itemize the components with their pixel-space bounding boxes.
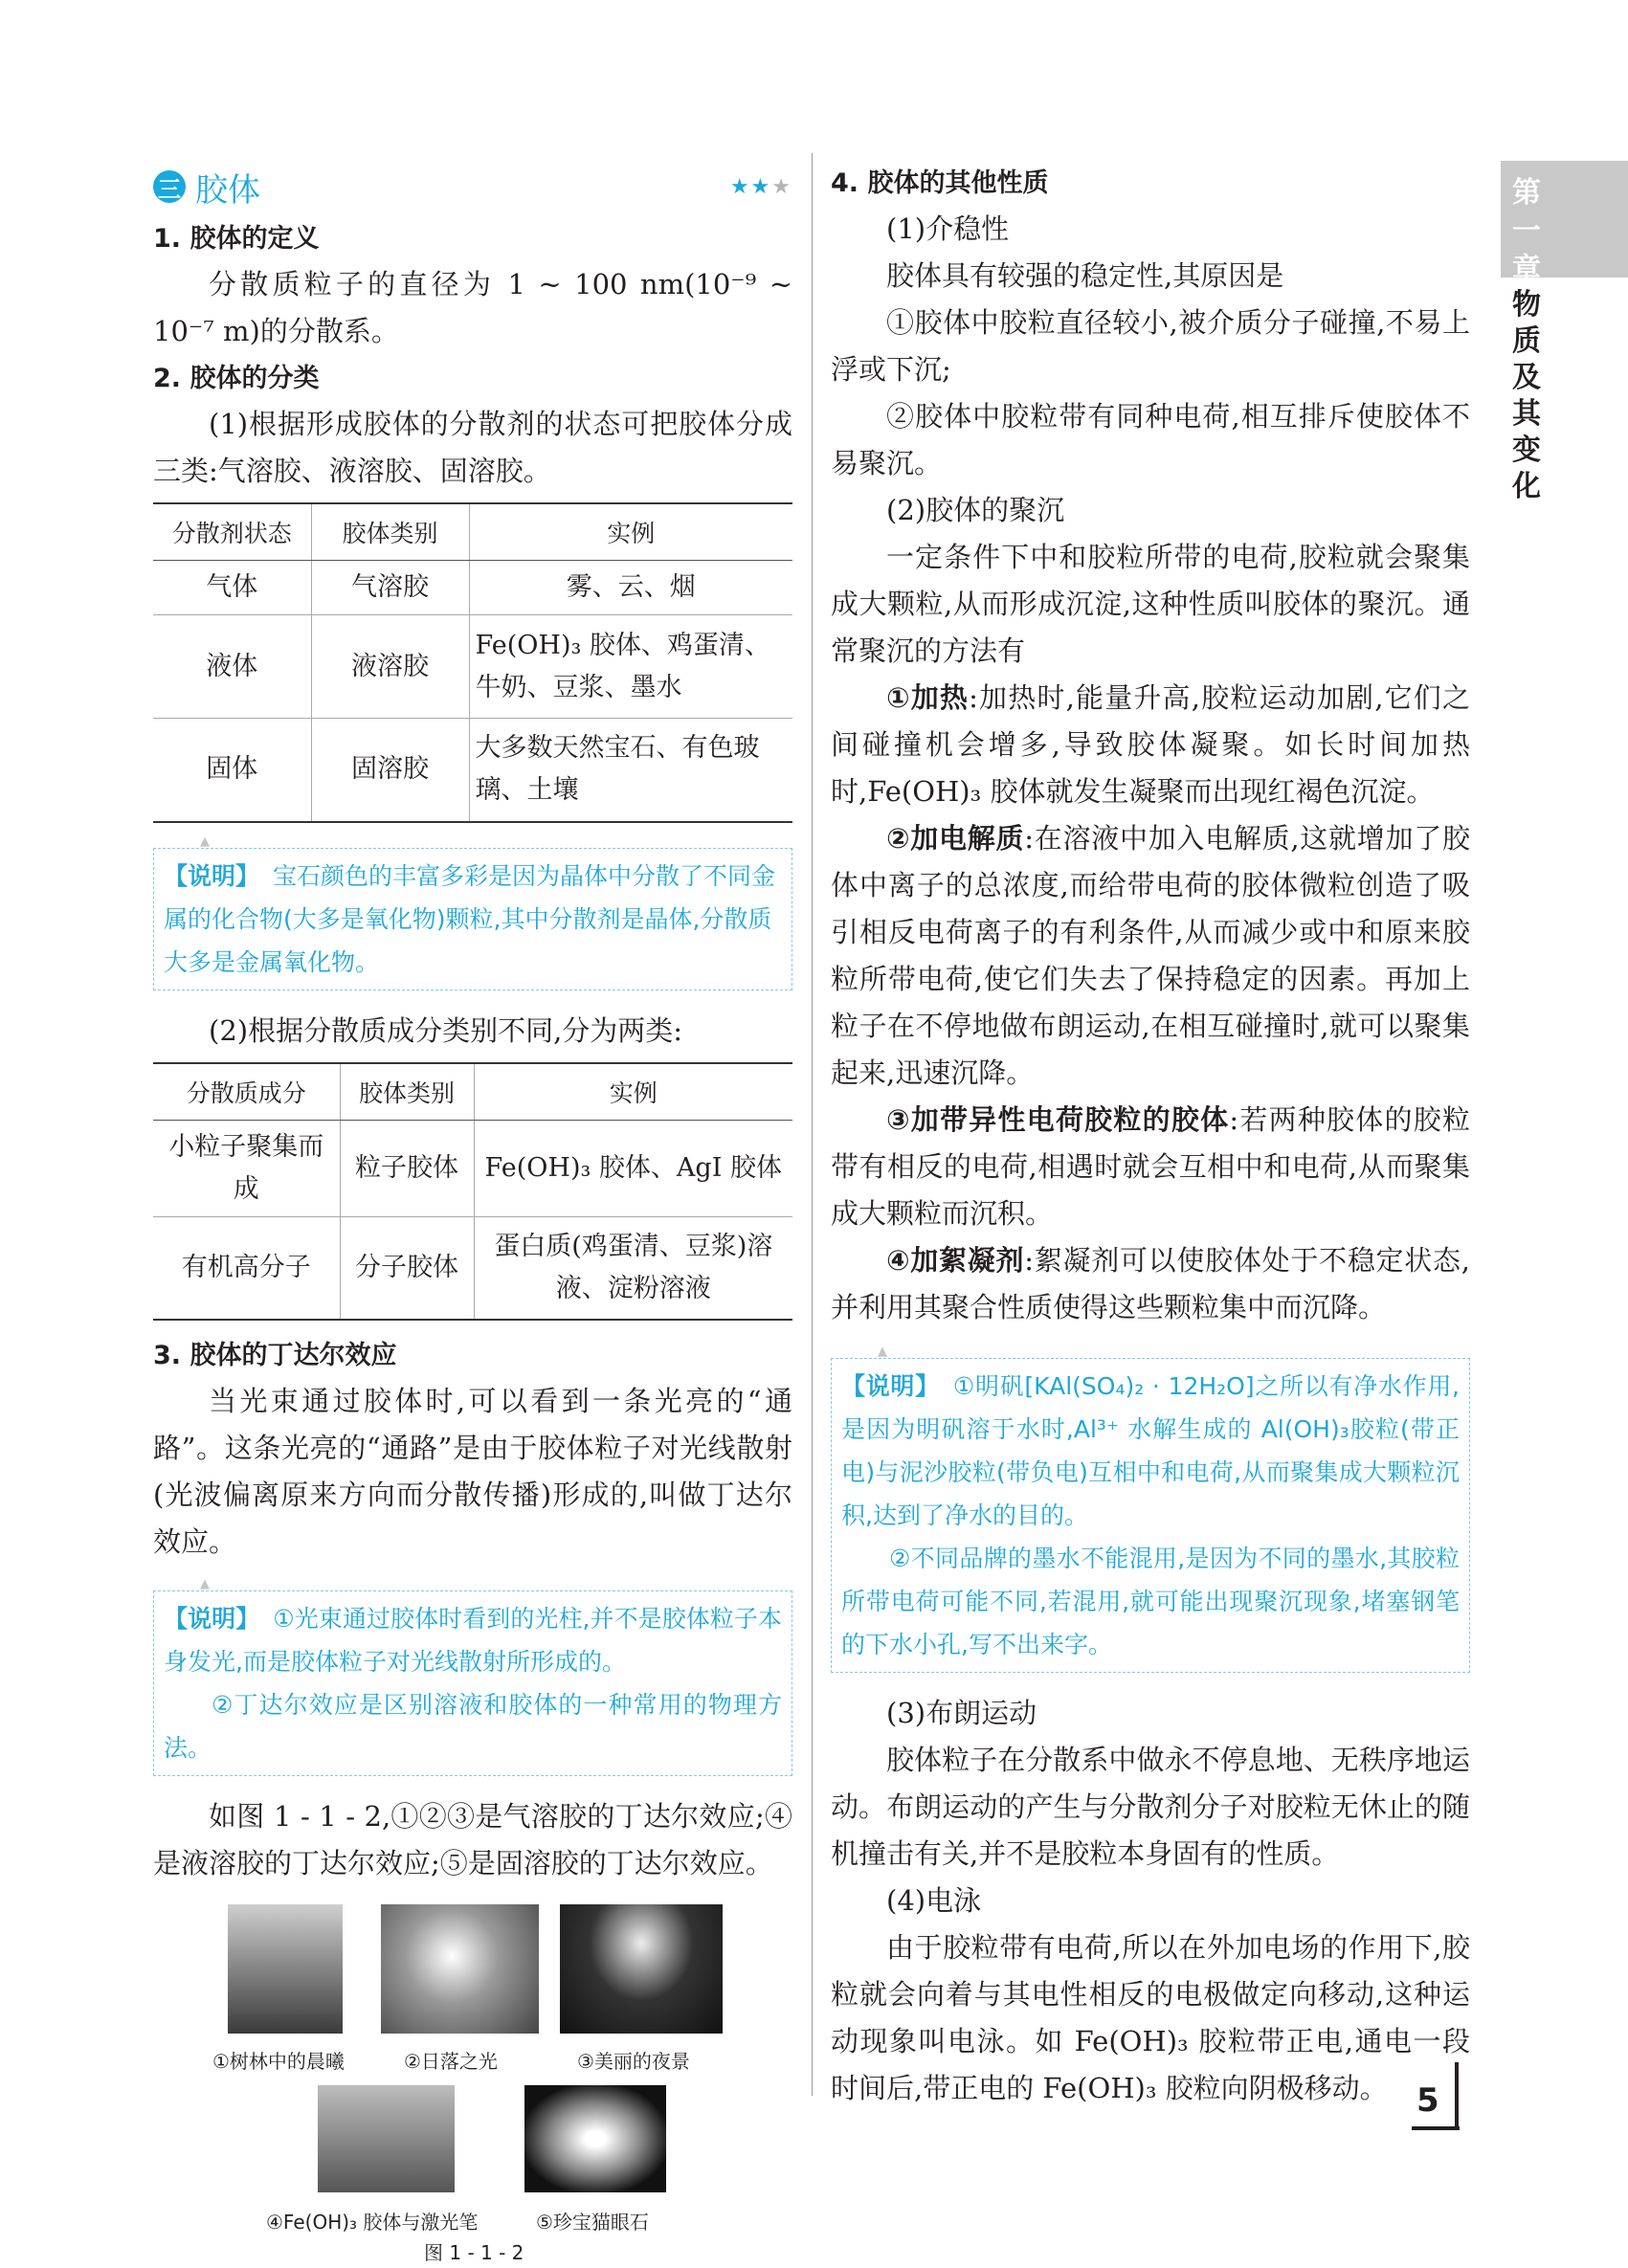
- table-cell: 液溶胶: [311, 615, 469, 719]
- method-label: ③加带异性电荷胶粒的胶体: [886, 1103, 1230, 1136]
- table-header: 胶体类别: [340, 1063, 474, 1121]
- photo-caption: ①树林中的晨曦: [212, 2050, 345, 2073]
- heading-tyndall: 3. 胶体的丁达尔效应: [153, 1341, 397, 1370]
- left-column: [153, 158, 792, 2264]
- photo-laser: [318, 2085, 455, 2192]
- subheading: (1)介稳性: [886, 212, 1010, 245]
- table-row: [153, 615, 792, 719]
- heading-classification: 2. 胶体的分类: [153, 364, 320, 393]
- table-header: 实例: [469, 503, 792, 561]
- photo-caption: ④Fe(OH)₃ 胶体与激光笔: [266, 2211, 479, 2234]
- note-box: [153, 1577, 792, 1776]
- figure: [153, 1897, 792, 2264]
- triangle-icon: ▲: [200, 834, 210, 849]
- paragraph: 一定条件下中和胶粒所带的电荷,胶粒就会聚集成大颗粒,从而形成沉淀,这种性质叫胶体的聚沉。通常聚沉的方法有: [831, 541, 1470, 667]
- table-row: [153, 719, 792, 822]
- paragraph: [831, 1097, 1470, 1237]
- note-text: ②丁达尔效应是区别溶液和胶体的一种常用的物理方法。: [164, 1691, 782, 1762]
- note-label: 【说明】: [164, 1605, 260, 1633]
- photo-cats-eye: [524, 2085, 666, 2192]
- section-header: [153, 158, 792, 215]
- photo-caption: ②日落之光: [404, 2050, 498, 2073]
- note-text: ①明矾[KAl(SO₄)₂ · 12H₂O]之所以有净水作用,是因为明矾溶于水时,Al³⁺ 水解生成的 Al(OH)₃胶粒(带正电)与泥沙胶粒(带负电)互相中和电荷,从而聚集成大颗粒沉积,达到了净水的目的。: [841, 1372, 1460, 1529]
- table-cell: 大多数天然宝石、有色玻璃、土壤: [469, 719, 792, 822]
- right-column: [831, 158, 1470, 2112]
- note-label: 【说明】: [841, 1372, 940, 1400]
- note-box: [153, 834, 792, 990]
- table-header: 分散剂状态: [153, 503, 311, 561]
- table-cell: 气体: [153, 561, 311, 615]
- triangle-icon: ▲: [200, 1577, 210, 1591]
- table-row: [153, 561, 792, 615]
- note-label: 【说明】: [164, 861, 260, 890]
- page-number-underline: [1412, 2126, 1460, 2130]
- column-divider: [812, 153, 813, 2096]
- photo-caption: ③美丽的夜景: [577, 2050, 690, 2073]
- chapter-subject: 物质及其变化: [1512, 288, 1541, 503]
- difficulty-stars: [730, 175, 792, 199]
- table-cell: 分子胶体: [340, 1216, 474, 1320]
- table-cell: 蛋白质(鸡蛋清、豆浆)溶液、淀粉溶液: [474, 1216, 792, 1320]
- table-cell: 粒子胶体: [340, 1120, 474, 1216]
- method-text: :在溶液中加入电解质,这就增加了胶体中离子的总浓度,而给带电荷的胶体微粒创造了吸引相反电荷离子的有利条件,从而减少或中和原来胶粒所带电荷,使它们失去了保持稳定的因素。再加上粒子在不停地做布朗运动,在相互碰撞时,就可以聚集起来,迅速沉降。: [831, 822, 1471, 1089]
- method-text: :加热时,能量升高,胶粒运动加剧,它们之间碰撞机会增多,导致胶体凝聚。如长时间加热时,Fe(OH)₃ 胶体就发生凝聚而出现红褐色沉淀。: [831, 681, 1470, 808]
- method-label: ①加热: [886, 681, 970, 714]
- photo-night: [560, 1904, 723, 2034]
- paragraph: (1)根据形成胶体的分散剂的状态可把胶体分成三类:气溶胶、液溶胶、固溶胶。: [153, 408, 792, 487]
- paragraph: ①胶体中胶粒直径较小,被介质分子碰撞,不易上浮或下沉;: [831, 306, 1470, 386]
- paragraph: 胶体粒子在分散系中做永不停息地、无秩序地运动。布朗运动的产生与分散剂分子对胶粒无休止的随机撞击有关,并不是胶粒本身固有的性质。: [831, 1744, 1470, 1870]
- star-icon: ★★: [729, 174, 772, 199]
- paragraph: 如图 1 - 1 - 2,①②③是气溶胶的丁达尔效应;④是液溶胶的丁达尔效应;⑤是固溶胶的丁达尔效应。: [153, 1800, 792, 1879]
- note-box: [831, 1345, 1470, 1673]
- paragraph: [831, 1237, 1470, 1331]
- page-number-bar: [1455, 2062, 1459, 2129]
- table-cell: Fe(OH)₃ 胶体、AgI 胶体: [474, 1120, 792, 1216]
- table-dispersed-phase: [153, 1062, 792, 1322]
- triangle-icon: ▲: [878, 1345, 887, 1359]
- subheading: (4)电泳: [886, 1884, 982, 1917]
- method-text: :絮凝剂可以使胶体处于不稳定状态,并利用其聚合性质使得这些颗粒集中而沉降。: [831, 1244, 1470, 1323]
- table-header: 胶体类别: [311, 503, 469, 561]
- paragraph: 胶体具有较强的稳定性,其原因是: [886, 259, 1284, 292]
- paragraph: [831, 815, 1470, 1097]
- chapter-label: 第一章: [1512, 176, 1541, 286]
- paragraph: 分散质粒子的直径为 1 ~ 100 nm(10⁻⁹ ~ 10⁻⁷ m)的分散系。: [153, 268, 792, 347]
- table-cell: 固体: [153, 719, 311, 822]
- photo-sunset: [381, 1904, 539, 2034]
- table-cell: 雾、云、烟: [469, 561, 792, 615]
- table-cell: 有机高分子: [153, 1216, 340, 1320]
- note-text: 宝石颜色的丰富多彩是因为晶体中分散了不同金属的化合物(大多是氧化物)颗粒,其中分散剂是晶体,分散质大多是金属氧化物。: [164, 861, 776, 976]
- paragraph: 当光束通过胶体时,可以看到一条光亮的“通路”。这条光亮的“通路”是由于胶体粒子对光线散射(光波偏离原来方向而分散传播)形成的,叫做丁达尔效应。: [153, 1385, 792, 1558]
- subheading: (2)胶体的聚沉: [886, 494, 1065, 526]
- heading-other-properties: 4. 胶体的其他性质: [831, 168, 1049, 198]
- paragraph: 由于胶粒带有电荷,所以在外加电场的作用下,胶粒就会向着与其电性相反的电极做定向移动,这种运动现象叫电泳。如 Fe(OH)₃ 胶粒带正电,通电一段时间后,带正电的 Fe(OH)₃ 胶粒向阴极移动。: [831, 1931, 1470, 2104]
- method-label: ②加电解质: [886, 822, 1025, 855]
- figure-caption: 图 1 - 1 - 2: [424, 2241, 524, 2264]
- note-text: ①光束通过胶体时看到的光柱,并不是胶体粒子本身发光,而是胶体粒子对光线散射所形成的。: [164, 1605, 782, 1676]
- section-title: 胶体: [195, 170, 260, 210]
- table-row: [153, 1120, 792, 1216]
- table-row: [153, 1216, 792, 1320]
- subheading: (3)布朗运动: [886, 1697, 1037, 1729]
- table-cell: 气溶胶: [311, 561, 469, 615]
- table-cell: 小粒子聚集而成: [153, 1120, 340, 1216]
- photo-forest: [228, 1904, 343, 2034]
- paragraph: ②胶体中胶粒带有同种电荷,相互排斥使胶体不易聚沉。: [831, 400, 1470, 479]
- paragraph: [831, 675, 1470, 815]
- star-empty-icon: ★: [771, 174, 792, 199]
- table-cell: 液体: [153, 615, 311, 719]
- method-label: ④加絮凝剂: [886, 1244, 1025, 1277]
- table-header: 实例: [474, 1063, 792, 1121]
- table-header: 分散质成分: [153, 1063, 340, 1121]
- note-text: ②不同品牌的墨水不能混用,是因为不同的墨水,其胶粒所带电荷可能不同,若混用,就可能出现聚沉现象,堵塞钢笔的下水小孔,写不出来字。: [841, 1545, 1460, 1658]
- table-cell: Fe(OH)₃ 胶体、鸡蛋清、牛奶、豆浆、墨水: [469, 615, 792, 719]
- table-dispersant-state: [153, 502, 792, 823]
- section-number: 三: [153, 170, 186, 203]
- table-cell: 固溶胶: [311, 719, 469, 822]
- method-text: :若两种胶体的胶粒带有相反的电荷,相遇时就会互相中和电荷,从而聚集成大颗粒而沉积。: [831, 1103, 1470, 1230]
- page-number: 5: [1416, 2081, 1439, 2120]
- photo-caption: ⑤珍宝猫眼石: [536, 2211, 649, 2234]
- paragraph: (2)根据分散质成分类别不同,分为两类:: [209, 1013, 683, 1047]
- heading-definition: 1. 胶体的定义: [153, 224, 320, 254]
